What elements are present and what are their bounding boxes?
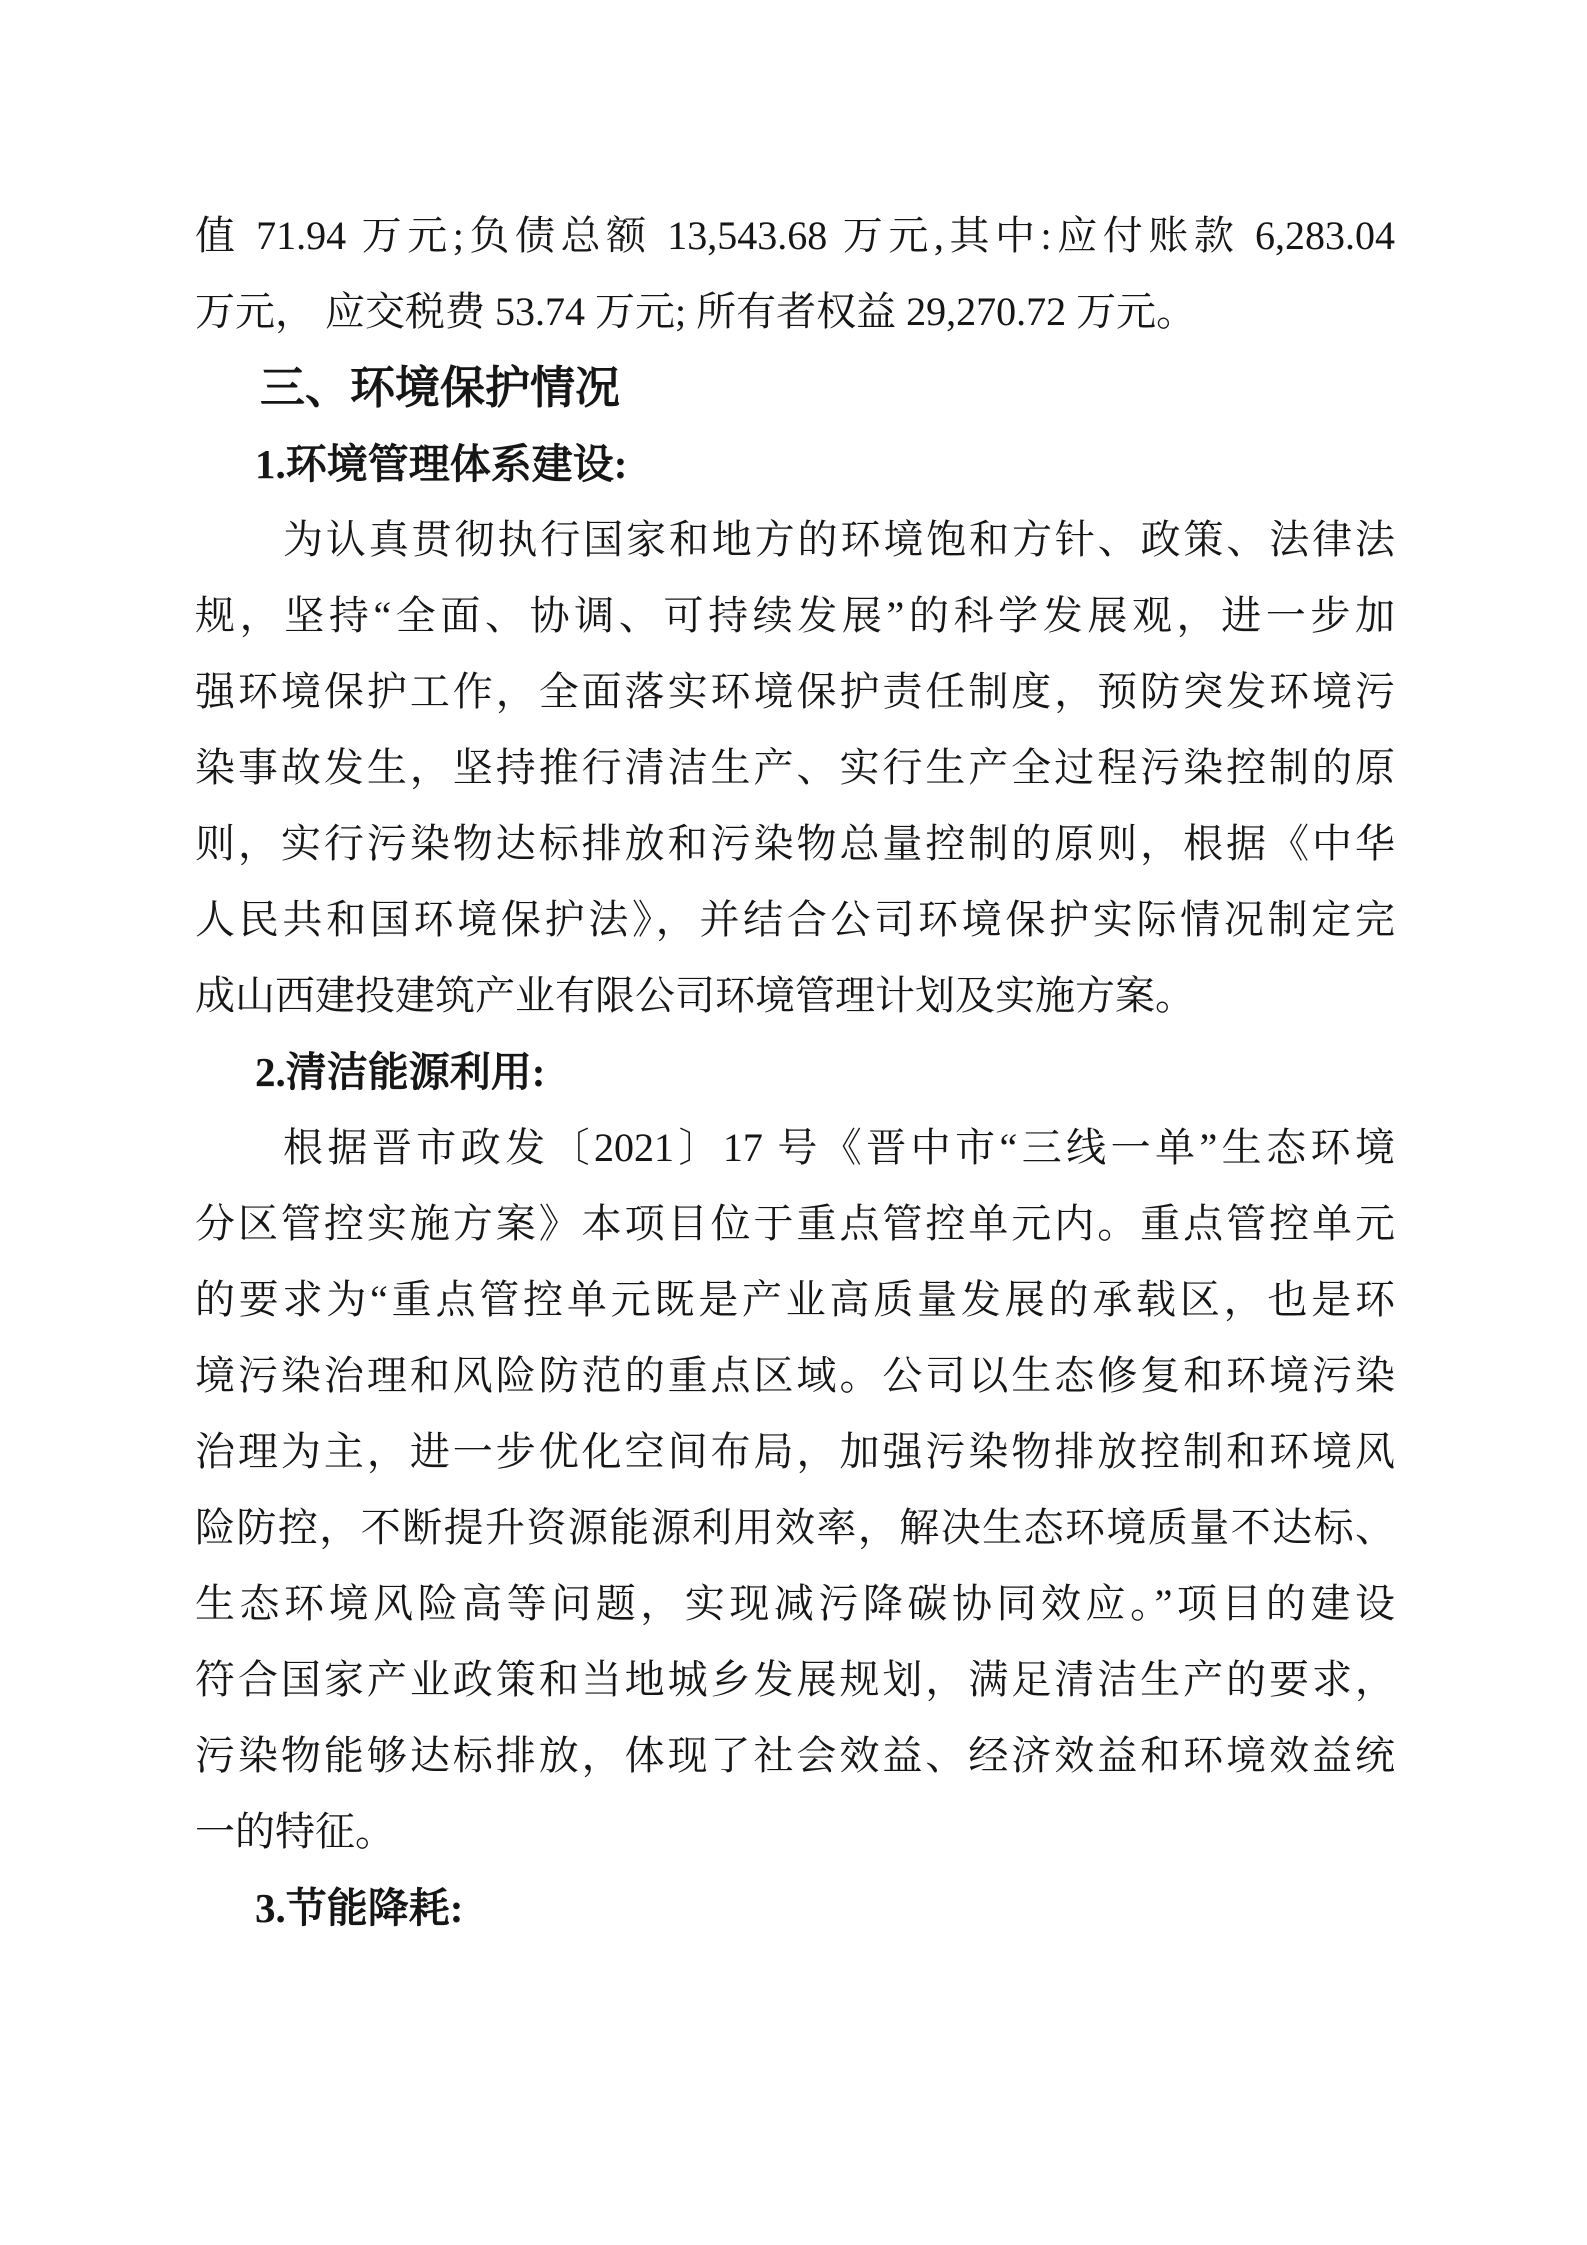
body-line: 治理为主，进一步优化空间布局，加强污染物排放控制和环境风 (195, 1429, 1395, 1474)
body-line: 成山西建投建筑产业有限公司环境管理计划及实施方案。 (195, 973, 1195, 1018)
body-line: 一的特征。 (195, 1809, 395, 1854)
section-heading: 三、环境保护情况 (260, 362, 621, 413)
document-content (195, 198, 1395, 1946)
body-line: 污染物能够达标排放，体现了社会效益、经济效益和环境效益统 (195, 1733, 1395, 1778)
body-line: 符合国家产业政策和当地城乡发展规划，满足清洁生产的要求， (195, 1657, 1395, 1702)
body-line: 为认真贯彻执行国家和地方的环境饱和方针、政策、法律法 (283, 517, 1395, 562)
subsection-heading: 2.清洁能源利用: (255, 1049, 546, 1095)
body-line: 则，实行污染物达标排放和污染物总量控制的原则，根据《中华 (195, 821, 1395, 866)
body-line: 人民共和国环境保护法》，并结合公司环境保护实际情况制定完 (195, 897, 1395, 942)
body-line: 生态环境风险高等问题，实现减污降碳协同效应。”项目的建设 (195, 1581, 1395, 1626)
body-line: 根据晋市政发〔2021〕17 号《晋中市“三线一单”生态环境 (283, 1125, 1395, 1170)
body-line: 规，坚持“全面、协调、可持续发展”的科学发展观，进一步加 (195, 593, 1395, 638)
body-line: 万元， 应交税费 53.74 万元; 所有者权益 29,270.72 万元。 (195, 289, 1197, 334)
body-line: 强环境保护工作，全面落实环境保护责任制度，预防突发环境污 (195, 669, 1395, 714)
body-line: 分区管控实施方案》本项目位于重点管控单元内。重点管控单元 (195, 1201, 1395, 1246)
body-line: 染事故发生，坚持推行清洁生产、实行生产全过程污染控制的原 (195, 745, 1395, 790)
body-line: 险防控，不断提升资源能源利用效率，解决生态环境质量不达标、 (195, 1505, 1395, 1550)
body-line: 值 71.94 万元;负债总额 13,543.68 万元,其中:应付账款 6,283.04 (195, 213, 1395, 258)
subsection-heading: 1.环境管理体系建设: (255, 441, 628, 487)
body-line: 境污染治理和风险防范的重点区域。公司以生态修复和环境污染 (195, 1353, 1395, 1398)
body-line: 的要求为“重点管控单元既是产业高质量发展的承载区，也是环 (195, 1277, 1395, 1322)
subsection-heading: 3.节能降耗: (255, 1885, 464, 1931)
